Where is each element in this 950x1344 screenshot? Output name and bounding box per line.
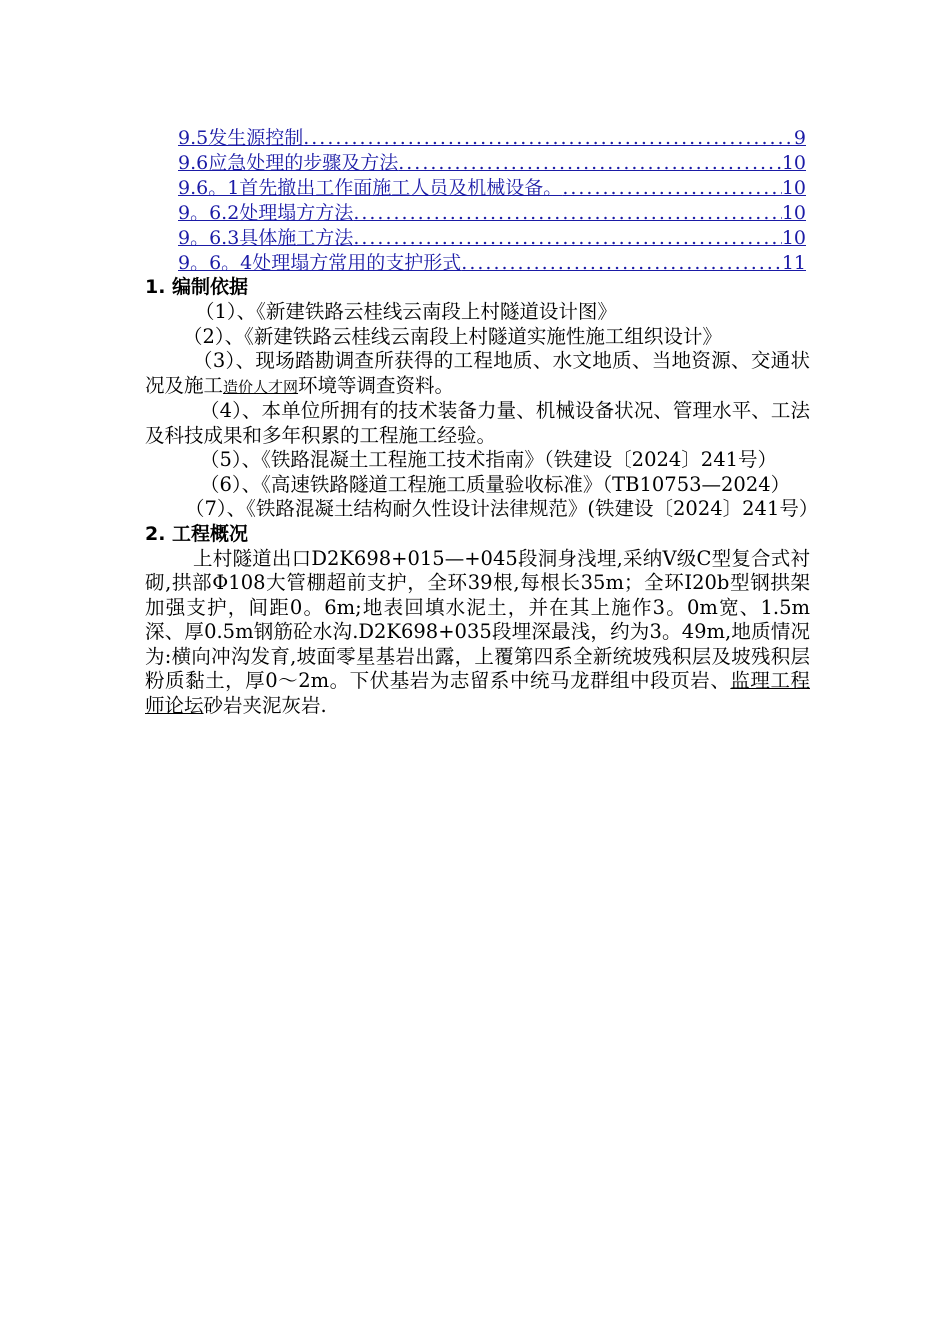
toc-entry-9-6-4[interactable] — [178, 251, 806, 276]
basis-item-4: （4）、本单位所拥有的技术装备力量、机械设备状况、管理水平、工法及科技成果和多年积累的工程施工经验。 — [145, 399, 810, 447]
section-heading-basis: 1. 编制依据 — [145, 276, 249, 298]
basis-item-1: （1）、《新建铁路云桂线云南段上村隧道设计图》 — [195, 300, 617, 323]
toc-entry-page: 10 — [781, 227, 806, 249]
basis-item-6: （6）、《高速铁路隧道工程施工质量验收标准》（TB10753—2024） — [200, 472, 791, 496]
basis-item-3-text-after: 环境等调查资料。 — [298, 373, 455, 397]
toc-entry-page: 10 — [781, 202, 806, 224]
toc-entry-9-6-1[interactable] — [178, 176, 806, 201]
inline-ad-link[interactable]: 造价人才网 — [223, 377, 299, 396]
toc-entry-page: 10 — [781, 177, 806, 199]
toc-leader-dots — [353, 201, 782, 226]
toc-entry-9-6-2[interactable] — [178, 201, 806, 226]
toc-entry-9-6-3[interactable] — [178, 226, 806, 251]
toc-entry-title: 9。6.3具体施工方法 — [178, 227, 354, 249]
toc-entry-title: 9.5发生源控制 — [178, 127, 304, 149]
toc-leader-dots — [461, 251, 782, 276]
overview-text-before: 上村隧道出口D2K698+015—+045段洞身浅埋,采纳Ⅴ级C型复合式衬砌,拱部Φ108大管棚超前支护，全环39根,每根长35m；全环I20b型钢拱架加强支护，间距0。6m;地表回填水泥土，并在其上施作3。0m宽、1.5m深、厚0.5m钢筋砼水沟.D2K698+035段埋深最浅，约为3。49m,地质情况为:横向冲沟发育,坡面零星基岩出露，上覆第四系全新统坡残积层及坡残积层粉质黏土，厚0～2m。下伏基岩为志留系中统马龙群组中段页岩、 — [145, 546, 810, 692]
toc-entry-page: 9 — [793, 127, 806, 149]
toc-entry-title: 9.6应急处理的步骤及方法 — [178, 152, 399, 174]
basis-item-3-text-before: （3）、现场踏勘调查所获得的工程地质、水文地质、当地资源、交通状况及施工 — [145, 349, 810, 397]
toc-entry-9-6[interactable] — [178, 151, 806, 176]
basis-item-5: （5）、《铁路混凝土工程施工技术指南》（铁建设〔2024〕241号） — [200, 448, 778, 471]
overview-text-after: 砂岩夹泥灰岩. — [203, 693, 327, 717]
basis-item-7: （7）、《铁路混凝土结构耐久性设计法律规范》(铁建设〔2024〕241号） — [185, 497, 819, 520]
toc-leader-dots — [562, 176, 782, 201]
toc-entry-title: 9.6。1首先撤出工作面施工人员及机械设备。 — [178, 177, 563, 199]
toc-leader-dots — [303, 126, 794, 151]
toc-entry-page: 11 — [781, 252, 806, 274]
inline-forum-link[interactable]: 监理工程师论坛 — [145, 669, 810, 717]
basis-item-2: （2）、《新建铁路云桂线云南段上村隧道实施性施工组织设计》 — [183, 324, 722, 348]
document-body — [145, 275, 819, 718]
table-of-contents — [178, 126, 806, 276]
toc-entry-title: 9。6.2处理塌方方法 — [178, 202, 354, 224]
toc-leader-dots — [353, 226, 782, 251]
toc-entry-9-5[interactable] — [178, 126, 806, 151]
section-heading-overview: 2. 工程概况 — [145, 522, 249, 545]
toc-leader-dots — [398, 151, 782, 176]
overview-paragraph — [145, 547, 810, 719]
basis-item-3 — [145, 349, 810, 399]
toc-entry-page: 10 — [781, 152, 806, 174]
toc-entry-title: 9。6。4处理塌方常用的支护形式 — [178, 252, 462, 274]
